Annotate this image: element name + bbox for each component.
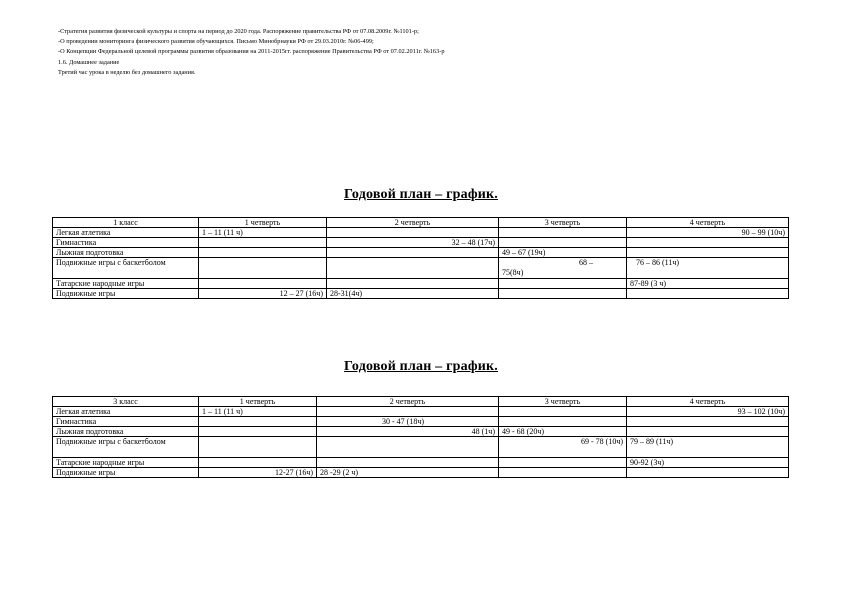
activity-name: Татарские народные игры	[53, 279, 199, 289]
cell-q2	[317, 458, 499, 468]
header-cell: 3 класс	[53, 397, 199, 407]
table-header-row	[53, 218, 789, 228]
cell-q3	[499, 289, 627, 299]
table-row	[53, 417, 789, 427]
cell-q3	[499, 258, 627, 279]
header-cell: 2 четверть	[327, 218, 499, 228]
table-row	[53, 468, 789, 478]
activity-name: Лыжная подготовка	[53, 248, 199, 258]
intro-line: Третий час урока в неделю без домашнего задания.	[58, 68, 196, 76]
header-cell: 3 четверть	[499, 397, 627, 407]
cell-q4	[627, 258, 789, 279]
cell-q2	[317, 437, 499, 458]
cell-q2-text: 30 - 47 (18ч)	[382, 417, 425, 426]
activity-name: Гимнастика	[53, 417, 199, 427]
cell-q4: 90 – 99 (10ч)	[627, 228, 789, 238]
cell-q2: 28-31(4ч)	[327, 289, 499, 299]
table-header-row	[53, 397, 789, 407]
cell-q3	[499, 407, 627, 417]
header-cell: 1 четверть	[199, 397, 317, 407]
table-row	[53, 407, 789, 417]
cell-q1	[199, 458, 317, 468]
activity-name: Подвижные игры с баскетболом	[53, 437, 199, 458]
cell-q2: 28 -29 (2 ч)	[317, 468, 499, 478]
cell-q4	[627, 289, 789, 299]
table-row	[53, 437, 789, 458]
cell-q4	[627, 427, 789, 437]
activity-name: Легкая атлетика	[53, 228, 199, 238]
table-row	[53, 248, 789, 258]
plan1-title: Годовой план – график.	[344, 187, 498, 202]
cell-q2	[327, 248, 499, 258]
cell-q1	[199, 238, 327, 248]
cell-q4: 79 – 89 (11ч)	[627, 437, 789, 458]
table-row	[53, 289, 789, 299]
table-row	[53, 279, 789, 289]
cell-q3	[499, 279, 627, 289]
cell-q1	[199, 248, 327, 258]
cell-q1: 1 – 11 (11 ч)	[199, 228, 327, 238]
cell-q4-text: 76 – 86 (11ч)	[636, 258, 680, 267]
header-cell: 1 класс	[53, 218, 199, 228]
header-cell: 4 четверть	[627, 397, 789, 407]
header-cell: 2 четверть	[317, 397, 499, 407]
table-row	[53, 258, 789, 279]
plan3-table	[52, 396, 789, 478]
table-row	[53, 238, 789, 248]
plan1-table	[52, 217, 789, 299]
cell-q3	[499, 228, 627, 238]
cell-q1	[199, 417, 317, 427]
activity-name: Гимнастика	[53, 238, 199, 248]
table-row	[53, 228, 789, 238]
cell-q1	[199, 427, 317, 437]
cell-q4	[627, 468, 789, 478]
cell-q1	[199, 258, 327, 279]
cell-q3: 69 - 78 (10ч)	[499, 437, 627, 458]
cell-q1	[199, 279, 327, 289]
cell-q2	[317, 417, 499, 427]
cell-q4: 93 – 102 (10ч)	[627, 407, 789, 417]
activity-name: Подвижные игры	[53, 468, 199, 478]
cell-q2	[327, 279, 499, 289]
header-cell: 3 четверть	[499, 218, 627, 228]
cell-q1: 12 – 27 (16ч)	[199, 289, 327, 299]
cell-q2	[327, 258, 499, 279]
cell-q4: 87-89 (3 ч)	[627, 279, 789, 289]
activity-name: Подвижные игры с баскетболом	[53, 258, 199, 279]
cell-q3-part1: 68 –	[579, 258, 593, 267]
activity-name: Подвижные игры	[53, 289, 199, 299]
cell-q3	[499, 468, 627, 478]
table-row	[53, 427, 789, 437]
intro-line: -О Концепции Федеральной целевой программы развития образования на 2011-2015гг. распоряжение Правительства РФ от 07.02.2011г. №163-р	[58, 48, 445, 56]
cell-q3-part2: 75(8ч)	[502, 268, 524, 277]
cell-q1	[199, 437, 317, 458]
cell-q4	[627, 238, 789, 248]
cell-q4	[627, 417, 789, 427]
activity-name: Лыжная подготовка	[53, 427, 199, 437]
cell-q4	[627, 248, 789, 258]
cell-q2: 32 – 48 (17ч)	[327, 238, 499, 248]
cell-q4: 90-92 (3ч)	[627, 458, 789, 468]
cell-q3	[499, 458, 627, 468]
cell-q2	[327, 228, 499, 238]
activity-name: Татарские народные игры	[53, 458, 199, 468]
header-cell: 1 четверть	[199, 218, 327, 228]
cell-q2: 48 (1ч)	[317, 427, 499, 437]
cell-q3	[499, 417, 627, 427]
intro-line: -О проведении мониторинга физического развития обучающихся. Письмо Минобрнауки РФ от 29.03.2010г. №06-499;	[58, 38, 374, 46]
plan3-title: Годовой план – график.	[344, 359, 498, 374]
cell-q3: 49 - 68 (20ч)	[499, 427, 627, 437]
intro-line: 1.6. Домашнее задание	[58, 58, 120, 66]
activity-name: Легкая атлетика	[53, 407, 199, 417]
table-row	[53, 458, 789, 468]
cell-q1: 1 – 11 (11 ч)	[199, 407, 317, 417]
cell-q3	[499, 238, 627, 248]
cell-q2	[317, 407, 499, 417]
header-cell: 4 четверть	[627, 218, 789, 228]
cell-q3: 49 – 67 (19ч)	[499, 248, 627, 258]
intro-line: -Стратегия развития физической культуры и спорта на период до 2020 года. Распоряжение правительства РФ от 07.08.2009г. №1101-р;	[58, 28, 419, 35]
intro-text	[58, 27, 444, 78]
cell-q1: 12-27 (16ч)	[199, 468, 317, 478]
